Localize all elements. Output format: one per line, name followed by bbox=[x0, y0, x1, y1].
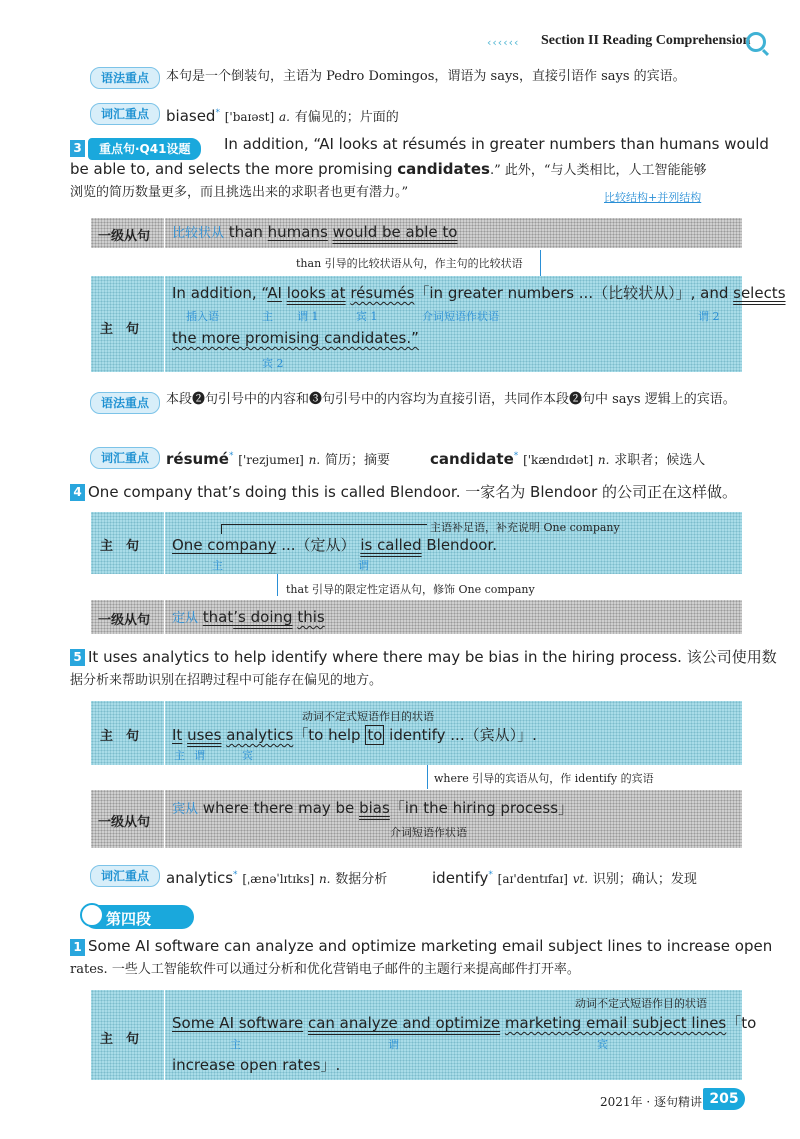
s3-main-line2: the more promising candidates.” bbox=[172, 329, 419, 347]
vocab-pos: vt. bbox=[572, 872, 589, 886]
vocab-entry-analytics bbox=[166, 864, 387, 891]
connector-note: where 引导的宾语从句，作 identify 的宾语 bbox=[434, 772, 654, 785]
label-subject: 主 bbox=[262, 310, 273, 323]
label-subject: 主 bbox=[230, 1038, 241, 1051]
clause-text: where there may be bbox=[202, 799, 360, 817]
vocab-word: identify bbox=[432, 869, 489, 887]
label-insert: 插入语 bbox=[186, 310, 219, 323]
main-subject: It bbox=[172, 726, 183, 744]
vocab-tag: 词汇重点 bbox=[90, 103, 160, 125]
main-label: 主 句 bbox=[100, 729, 140, 744]
clause-predicate: doing bbox=[250, 608, 293, 626]
connector-line bbox=[277, 574, 278, 596]
footer-text: 2021年 · 逐句精讲 bbox=[600, 1095, 702, 1109]
label-subject: 主 bbox=[174, 749, 185, 762]
main-complement: Blendoor. bbox=[421, 536, 497, 554]
main-clause-mark: ...（定从） bbox=[276, 536, 356, 554]
main-object: analytics bbox=[226, 726, 294, 744]
main-subject: One company bbox=[172, 536, 277, 554]
main-adverbial: 「in greater numbers ...（比较状从）」, and bbox=[414, 284, 734, 302]
sentence-number: 1 bbox=[70, 939, 85, 956]
grammar-note: 本段❷句引号中的内容和❸句引号中的内容均为直接引语，共同作本段❷句中 says 逻辑上的宾语。 bbox=[166, 392, 736, 407]
clause-subject: that bbox=[202, 608, 234, 626]
vocab-def: 识别；确认；发现 bbox=[592, 872, 697, 887]
s5-level1-clause bbox=[172, 797, 573, 818]
vocab-def: 数据分析 bbox=[335, 872, 388, 887]
section-heading: 第四段 bbox=[106, 910, 152, 928]
clause-object: this bbox=[297, 608, 325, 626]
main-subject: Some AI software bbox=[172, 1014, 304, 1032]
label-predicate1: 谓 1 bbox=[297, 310, 319, 323]
main-adverbial: 「to help bbox=[293, 726, 366, 744]
star-icon: * bbox=[228, 451, 234, 461]
key-sentence-tag: 重点句·Q41设题 bbox=[88, 138, 201, 160]
vocab-def: 有偏见的；片面的 bbox=[294, 110, 399, 125]
sentence-number: 3 bbox=[70, 140, 85, 157]
magnifier-icon bbox=[80, 903, 104, 927]
label-predicate: 谓 bbox=[388, 1038, 399, 1051]
p4s1-line1: Some AI software can analyze and optimize marketing email subject lines to increase open bbox=[88, 937, 773, 955]
header-arrows: ‹‹‹‹‹‹ bbox=[487, 36, 520, 49]
main-predicate: can analyze and optimize bbox=[307, 1014, 501, 1032]
vocab-pos: n. bbox=[308, 453, 321, 467]
complement-arrow bbox=[221, 524, 427, 525]
main-object1: résumés bbox=[350, 284, 415, 302]
main-label: 主 句 bbox=[100, 322, 140, 337]
s3-line2 bbox=[70, 158, 707, 182]
star-icon: * bbox=[215, 108, 220, 118]
s5-line2: 据分析来帮助识别在招聘过程中可能存在偏见的地方。 bbox=[70, 673, 383, 688]
clause-subject: humans bbox=[267, 223, 328, 241]
vocab-ipa: [aɪ'dentɪfaɪ] bbox=[497, 872, 568, 886]
main-adverbial-end: identify ...（宾从）」. bbox=[384, 726, 537, 744]
level1-label: 一级从句 bbox=[98, 229, 151, 244]
connector-note: that 引导的限定性定语从句，修饰 One company bbox=[286, 583, 535, 596]
label-predicate2: 谓 2 bbox=[698, 310, 720, 323]
vocab-word: analytics bbox=[166, 869, 234, 887]
vocab-tag: 词汇重点 bbox=[90, 447, 160, 469]
main-predicate1: looks at bbox=[286, 284, 346, 302]
complement-arrow-stem bbox=[221, 524, 222, 534]
clause-type-label: 比较状从 bbox=[172, 226, 225, 241]
level1-label: 一级从句 bbox=[98, 613, 151, 628]
vocab-word: résumé bbox=[166, 450, 229, 468]
grammar-note: 本句是一个倒装句，主语为 Pedro Domingos，谓语为 says，直接引语作 says 的宾语。 bbox=[166, 69, 686, 84]
star-icon: * bbox=[513, 451, 519, 461]
level1-label: 一级从句 bbox=[98, 815, 151, 830]
s4-level1-clause bbox=[172, 607, 325, 626]
s4-main bbox=[172, 534, 497, 555]
connector-line bbox=[427, 765, 428, 789]
s3-line1: In addition, “AI looks at résumés in greater numbers than humans would bbox=[224, 135, 769, 153]
star-icon: * bbox=[488, 870, 493, 880]
s4-line1: One company that’s doing this is called Blendoor. 一家名为 Blendoor 的公司正在这样做。 bbox=[88, 483, 738, 501]
clause-aux: ’s bbox=[233, 608, 251, 626]
main-predicate2: selects bbox=[733, 284, 786, 302]
main-object: marketing email subject lines bbox=[504, 1014, 727, 1032]
connector-note: than 引导的比较状语从句，作主句的比较状语 bbox=[296, 257, 523, 270]
page-header bbox=[0, 0, 800, 50]
clause-type-label: 定从 bbox=[172, 611, 199, 626]
s3-main-line1 bbox=[172, 282, 786, 303]
s3-level1-clause bbox=[172, 222, 457, 241]
p4s1-main-line2: increase open rates」. bbox=[172, 1056, 341, 1074]
main-adverbial: 「to bbox=[726, 1014, 757, 1032]
clause-text: than bbox=[228, 223, 268, 241]
main-label: 主 句 bbox=[100, 539, 140, 554]
star-icon: * bbox=[233, 870, 238, 880]
clause-predicate: would be able to bbox=[332, 223, 458, 241]
label-object1: 宾 1 bbox=[356, 310, 378, 323]
label-subject: 主 bbox=[212, 559, 223, 572]
vocab-ipa: ['rezjumeɪ] bbox=[238, 453, 304, 467]
label-object: 宾 bbox=[242, 749, 253, 762]
vocab-entry-candidate bbox=[430, 445, 705, 472]
main-predicate: uses bbox=[187, 726, 222, 744]
complement-note: 主语补足语，补充说明 One company bbox=[430, 521, 620, 534]
header-title: Section II Reading Comprehension bbox=[541, 33, 751, 48]
vocab-entry-identify bbox=[432, 864, 697, 891]
s3-keyword: candidates bbox=[397, 160, 490, 178]
inf-note: 动词不定式短语作目的状语 bbox=[302, 710, 434, 723]
boxed-to: to bbox=[367, 726, 383, 744]
sentence-number: 4 bbox=[70, 484, 85, 501]
p4s1-main-line1 bbox=[172, 1012, 756, 1033]
clause-subject: bias bbox=[359, 799, 390, 817]
vocab-tag: 词汇重点 bbox=[90, 865, 160, 887]
main-subject: AI bbox=[267, 284, 282, 302]
search-q-icon bbox=[746, 32, 766, 52]
s5-line1: It uses analytics to help identify where there may be bias in the hiring process. 该公司使用数 bbox=[88, 648, 777, 666]
connector-line bbox=[540, 250, 541, 276]
vocab-pos: a. bbox=[278, 110, 290, 124]
vocab-ipa: [ˌænəˈlɪtɪks] bbox=[242, 872, 315, 886]
label-prep: 介词短语作状语 bbox=[422, 310, 499, 323]
grammar-tag: 语法重点 bbox=[90, 67, 160, 89]
vocab-entry bbox=[166, 102, 399, 129]
main-text: In addition, “ bbox=[172, 284, 268, 302]
vocab-ipa: ['kændɪdət] bbox=[523, 453, 594, 467]
vocab-word: biased bbox=[166, 107, 216, 125]
vocab-entry-resume bbox=[166, 445, 390, 472]
vocab-ipa: ['baɪəst] bbox=[224, 110, 275, 124]
label-object: 宾 bbox=[597, 1038, 608, 1051]
label-predicate: 谓 bbox=[358, 559, 369, 572]
s5-main bbox=[172, 724, 537, 745]
p4s1-line2: rates. 一些人工智能软件可以通过分析和优化营销电子邮件的主题行来提高邮件打开率。 bbox=[70, 962, 580, 977]
vocab-word: candidate bbox=[430, 450, 514, 468]
main-label: 主 句 bbox=[100, 1032, 140, 1047]
inf-note: 动词不定式短语作目的状语 bbox=[575, 997, 707, 1010]
vocab-def: 求职者；候选人 bbox=[614, 453, 706, 468]
vocab-pos: n. bbox=[318, 872, 331, 886]
page-number: 205 bbox=[703, 1088, 745, 1110]
grammar-tag: 语法重点 bbox=[90, 392, 160, 414]
s3-line2-text: be able to, and selects the more promising bbox=[70, 160, 398, 178]
s3-line2-cn: .” 此外，“与人类相比，人工智能能够 bbox=[489, 163, 707, 178]
vocab-def: 简历；摘要 bbox=[324, 453, 390, 468]
sentence-number: 5 bbox=[70, 649, 85, 666]
s3-line3: 浏览的简历数量更多，而且挑选出来的求职者也更有潜力。” bbox=[70, 185, 409, 200]
clause-type-label: 宾从 bbox=[172, 802, 199, 817]
clause-adverbial: 「in the hiring process」 bbox=[389, 799, 574, 817]
prep-note: 介词短语作状语 bbox=[390, 826, 467, 839]
vocab-pos: n. bbox=[597, 453, 610, 467]
structure-link[interactable]: 比较结构+并列结构 bbox=[604, 191, 702, 204]
label-predicate: 谓 bbox=[194, 749, 205, 762]
main-predicate: is called bbox=[360, 536, 422, 554]
label-object2: 宾 2 bbox=[262, 357, 284, 370]
